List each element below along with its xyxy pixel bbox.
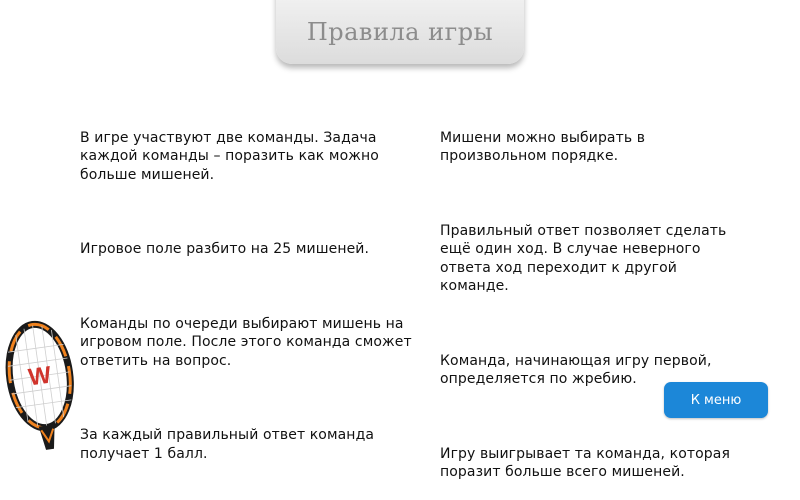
- rule-paragraph: Мишени можно выбирать в произвольном порядке.: [440, 129, 646, 165]
- racket-logo: W: [26, 361, 53, 392]
- title-tab: [276, 0, 524, 64]
- rules-left-column: [80, 110, 420, 482]
- rule-paragraph: За каждый правильный ответ команда получает 1 балл.: [80, 427, 375, 462]
- page-title: Правила игры: [306, 18, 494, 46]
- rule-paragraph: Правильный ответ позволяет сделать ещё один ход. В случае неверного ответа ход переходит к другой команде.: [440, 222, 727, 295]
- rule-paragraph: Команда, начинающая игру первой, определяется по жребию.: [440, 352, 712, 388]
- menu-button[interactable]: К меню: [664, 382, 768, 418]
- rules-right-column: [440, 110, 770, 500]
- tennis-racket-image: [0, 318, 80, 450]
- rule-paragraph: Игру выигрывает та команда, которая поразит больше всего мишеней.: [440, 445, 730, 481]
- rule-paragraph: В игре участвуют две команды. Задача каждой команды – поразить как можно больше мишеней.: [80, 129, 379, 183]
- rule-paragraph: Команды по очереди выбирают мишень на игровом поле. После этого команда сможет ответить на вопрос.: [80, 315, 412, 369]
- rule-paragraph: Игровое поле разбито на 25 мишеней.: [80, 241, 370, 258]
